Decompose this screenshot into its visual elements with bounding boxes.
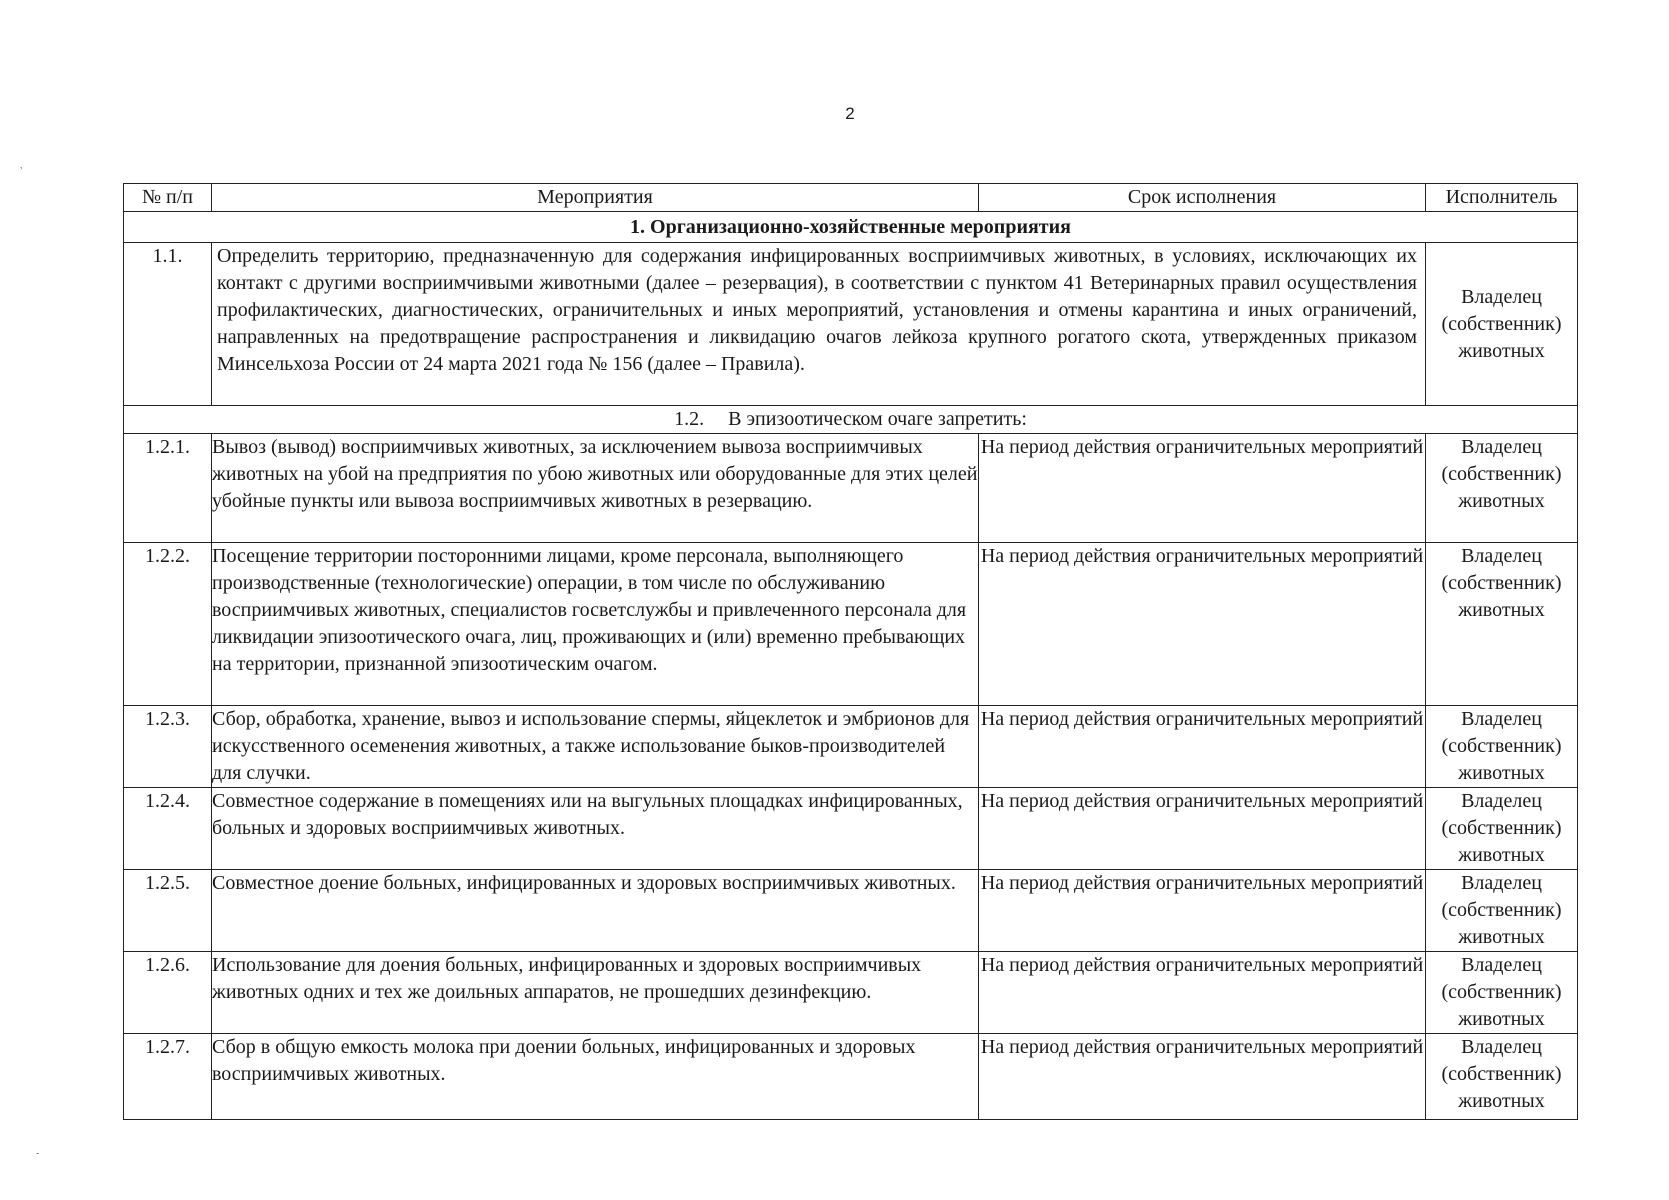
row-activity: Совместное содержание в помещениях или на выгульных площадках инфицированных, больных и здоровых восприимчивых животных. <box>212 788 979 870</box>
table-row <box>124 543 1578 706</box>
scan-speck: - <box>36 1148 40 1159</box>
table-row <box>124 788 1578 870</box>
row-executor: Владелец (собственник) животных <box>1426 1034 1578 1120</box>
row-term: На период действия ограничительных мероприятий <box>979 434 1426 543</box>
row-activity: Определить территорию, предназначенную для содержания инфицированных восприимчивых животных, в условиях, исключающих их контакт с другими восприимчивыми животными (далее – резервация), в соответствии с пунктом 41 Ветеринарных правил осуществления профилактических, диагностических, ограничительных и иных мероприятий, установления и отмены карантина и иных ограничений, направленных на предотвращение распространения и ликвидацию очагов лейкоза крупного рогатого скота, утвержденных приказом Минсельхоза России от 24 марта 2021 года № 156 (далее – Правила). <box>212 243 1426 406</box>
row-number: 1.2.6. <box>124 952 212 1034</box>
row-term: На период действия ограничительных мероприятий <box>979 1034 1426 1120</box>
section-row <box>124 212 1578 243</box>
row-executor: Владелец (собственник) животных <box>1426 543 1578 706</box>
row-term: На период действия ограничительных мероприятий <box>979 788 1426 870</box>
row-term: На период действия ограничительных мероприятий <box>979 952 1426 1034</box>
row-number: 1.2.1. <box>124 434 212 543</box>
header-term: Срок исполнения <box>979 184 1426 212</box>
header-num: № п/п <box>124 184 212 212</box>
row-number: 1.2.2. <box>124 543 212 706</box>
table-row <box>124 870 1578 952</box>
table-row <box>124 952 1578 1034</box>
row-executor: Владелец (собственник) животных <box>1426 952 1578 1034</box>
row-term: На период действия ограничительных мероприятий <box>979 543 1426 706</box>
row-number: 1.1. <box>124 243 212 406</box>
section-title: 1. Организационно-хозяйственные мероприятия <box>124 212 1578 243</box>
subsection-cell <box>124 406 1578 434</box>
header-executor: Исполнитель <box>1426 184 1578 212</box>
subsection-row <box>124 406 1578 434</box>
row-number: 1.2.3. <box>124 706 212 788</box>
row-executor: Владелец (собственник) животных <box>1426 706 1578 788</box>
row-term: На период действия ограничительных мероприятий <box>979 870 1426 952</box>
subsection-number: 1.2. <box>674 408 705 430</box>
row-activity: Совместное доение больных, инфицированных и здоровых восприимчивых животных. <box>212 870 979 952</box>
row-executor: Владелец (собственник) животных <box>1426 243 1578 406</box>
row-activity: Посещение территории посторонними лицами, кроме персонала, выполняющего производственные (технологические) операции, в том числе по обслуживанию восприимчивых животных, специалистов госветслужбы и привлеченного персонала для ликвидации эпизоотического очага, лиц, проживающих и (или) временно пребывающих на территории, признанной эпизоотическим очагом. <box>212 543 979 706</box>
page-number: 2 <box>845 104 855 123</box>
row-number: 1.2.5. <box>124 870 212 952</box>
subsection-title: В эпизоотическом очаге запретить: <box>728 408 1027 430</box>
row-term: На период действия ограничительных мероприятий <box>979 706 1426 788</box>
table-row <box>124 243 1578 406</box>
row-number: 1.2.7. <box>124 1034 212 1120</box>
row-executor: Владелец (собственник) животных <box>1426 870 1578 952</box>
header-activity: Мероприятия <box>212 184 979 212</box>
row-executor: Владелец (собственник) животных <box>1426 434 1578 543</box>
row-activity: Сбор в общую емкость молока при доении больных, инфицированных и здоровых восприимчивых животных. <box>212 1034 979 1120</box>
table-row <box>124 706 1578 788</box>
row-number: 1.2.4. <box>124 788 212 870</box>
row-activity: Сбор, обработка, хранение, вывоз и использование спермы, яйцеклеток и эмбрионов для искусственного осеменения животных, а также использование быков-производителей для случки. <box>212 706 979 788</box>
row-activity: Вывоз (вывод) восприимчивых животных, за исключением вывоза восприимчивых животных на убой на предприятия по убою животных или оборудованные для этих целей убойные пункты или вывоза восприимчивых животных в резервацию. <box>212 434 979 543</box>
table-row <box>124 434 1578 543</box>
table-header-row <box>124 184 1578 212</box>
measures-table <box>123 183 1578 1120</box>
table-row <box>124 1034 1578 1120</box>
row-activity: Использование для доения больных, инфицированных и здоровых восприимчивых животных одних и тех же доильных аппаратов, не прошедших дезинфекцию. <box>212 952 979 1034</box>
row-executor: Владелец (собственник) животных <box>1426 788 1578 870</box>
scan-speck: , <box>20 160 23 171</box>
